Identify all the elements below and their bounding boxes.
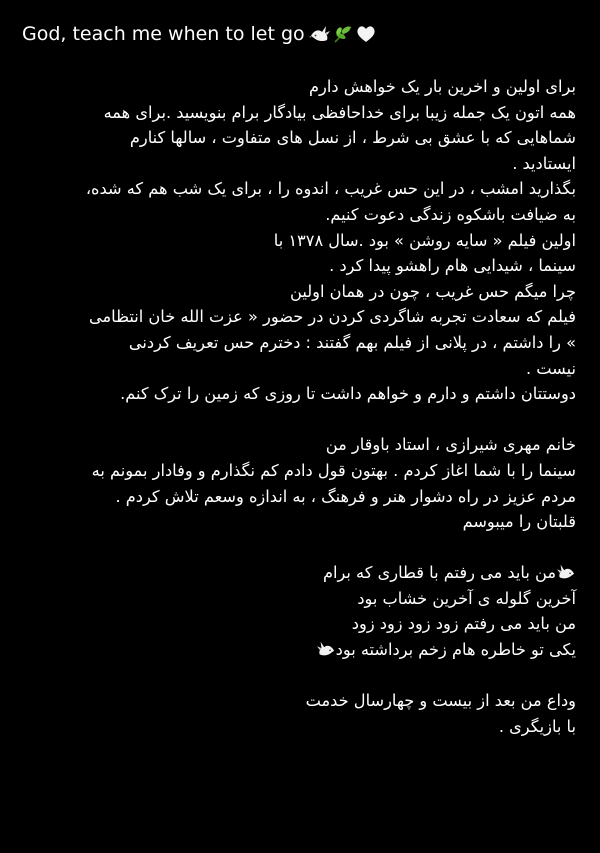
title-emojis xyxy=(309,24,377,44)
post-line-9: چرا میگم حس غریب ، چون در همان اولین xyxy=(290,281,576,301)
post-line-11: » را داشتم ، در پلانی از فیلم بهم گفتند : دخترم حس تعریف کردنی xyxy=(128,332,576,352)
dove-icon xyxy=(309,24,331,44)
poem-line-3: من باید می رفتم زود زود زود زود xyxy=(351,614,576,634)
poem-line-2: آخرین گلوله ی آخرین خشاب بود xyxy=(357,588,576,608)
post-line-7: اولین فیلم « سایه روشن » بود .سال ۱۳۷۸ با xyxy=(273,230,576,250)
poem-line-1-text: من باید می رفتم با قطاری که برام xyxy=(322,563,556,583)
poem-line-1 xyxy=(20,560,576,586)
post-line-6: به ضیافت باشکوه زندگی دعوت کنیم. xyxy=(325,204,576,224)
white-heart-icon xyxy=(355,24,377,44)
post-line-17: مردم عزیز در راه دشوار هنر و فرهنگ ، به اندازه وسعم تلاش کردم . xyxy=(115,486,576,506)
post-line-2: همه اتون یک جمله زیبا برای خداحافظی بیادگار برام بنویسید .برای همه xyxy=(103,102,576,122)
herb-icon xyxy=(332,24,354,44)
post-line-18: قلبتان را میبوسم xyxy=(462,512,576,532)
dove-icon xyxy=(556,563,576,581)
post-line-13: دوستتان داشتم و دارم و خواهم داشت تا روزی که زمین را ترک کنم. xyxy=(120,384,576,404)
post-line-1: برای اولین و اخرین بار یک خواهش دارم xyxy=(309,77,576,96)
blank-line xyxy=(20,535,576,561)
post-line-3: شماهایی که با عشق بی شرط ، از نسل های متفاوت ، سالها کنارم xyxy=(129,128,576,148)
post-line-4: ایستادید . xyxy=(512,153,576,173)
post-line-16: سینما را با شما اغاز کردم . بهتون قول دادم کم نگذارم و وفادار بمونم به xyxy=(91,460,576,480)
post-line-12: نیست . xyxy=(525,358,576,378)
post-line-26: با بازیگری . xyxy=(498,716,576,736)
post-line-15: خانم مهری شیرازی ، استاد باوقار من xyxy=(325,435,576,455)
dove-icon xyxy=(316,640,336,658)
poem-line-4-text: یکی تو خاطره هام زخم برداشته بود xyxy=(335,640,576,660)
poem-line-4 xyxy=(20,637,576,663)
post-line-8: سینما ، شیدایی هام راهشو پیدا کرد . xyxy=(329,256,576,276)
post-line-5: بگذارید امشب ، در این حس غریب ، اندوه را ، برای یک شب هم که شده، xyxy=(85,179,576,199)
blank-line xyxy=(20,663,576,689)
post-title-row xyxy=(22,18,377,50)
post-body xyxy=(20,74,576,739)
post-line-25: وداع من بعد از بیست و چهارسال خدمت xyxy=(305,691,576,711)
post-title: God, teach me when to let go xyxy=(22,23,305,45)
post-line-10: فیلم که سعادت تجربه شاگردی کردن در حضور « عزت الله خان انتظامی xyxy=(89,307,576,327)
blank-line xyxy=(20,407,576,433)
